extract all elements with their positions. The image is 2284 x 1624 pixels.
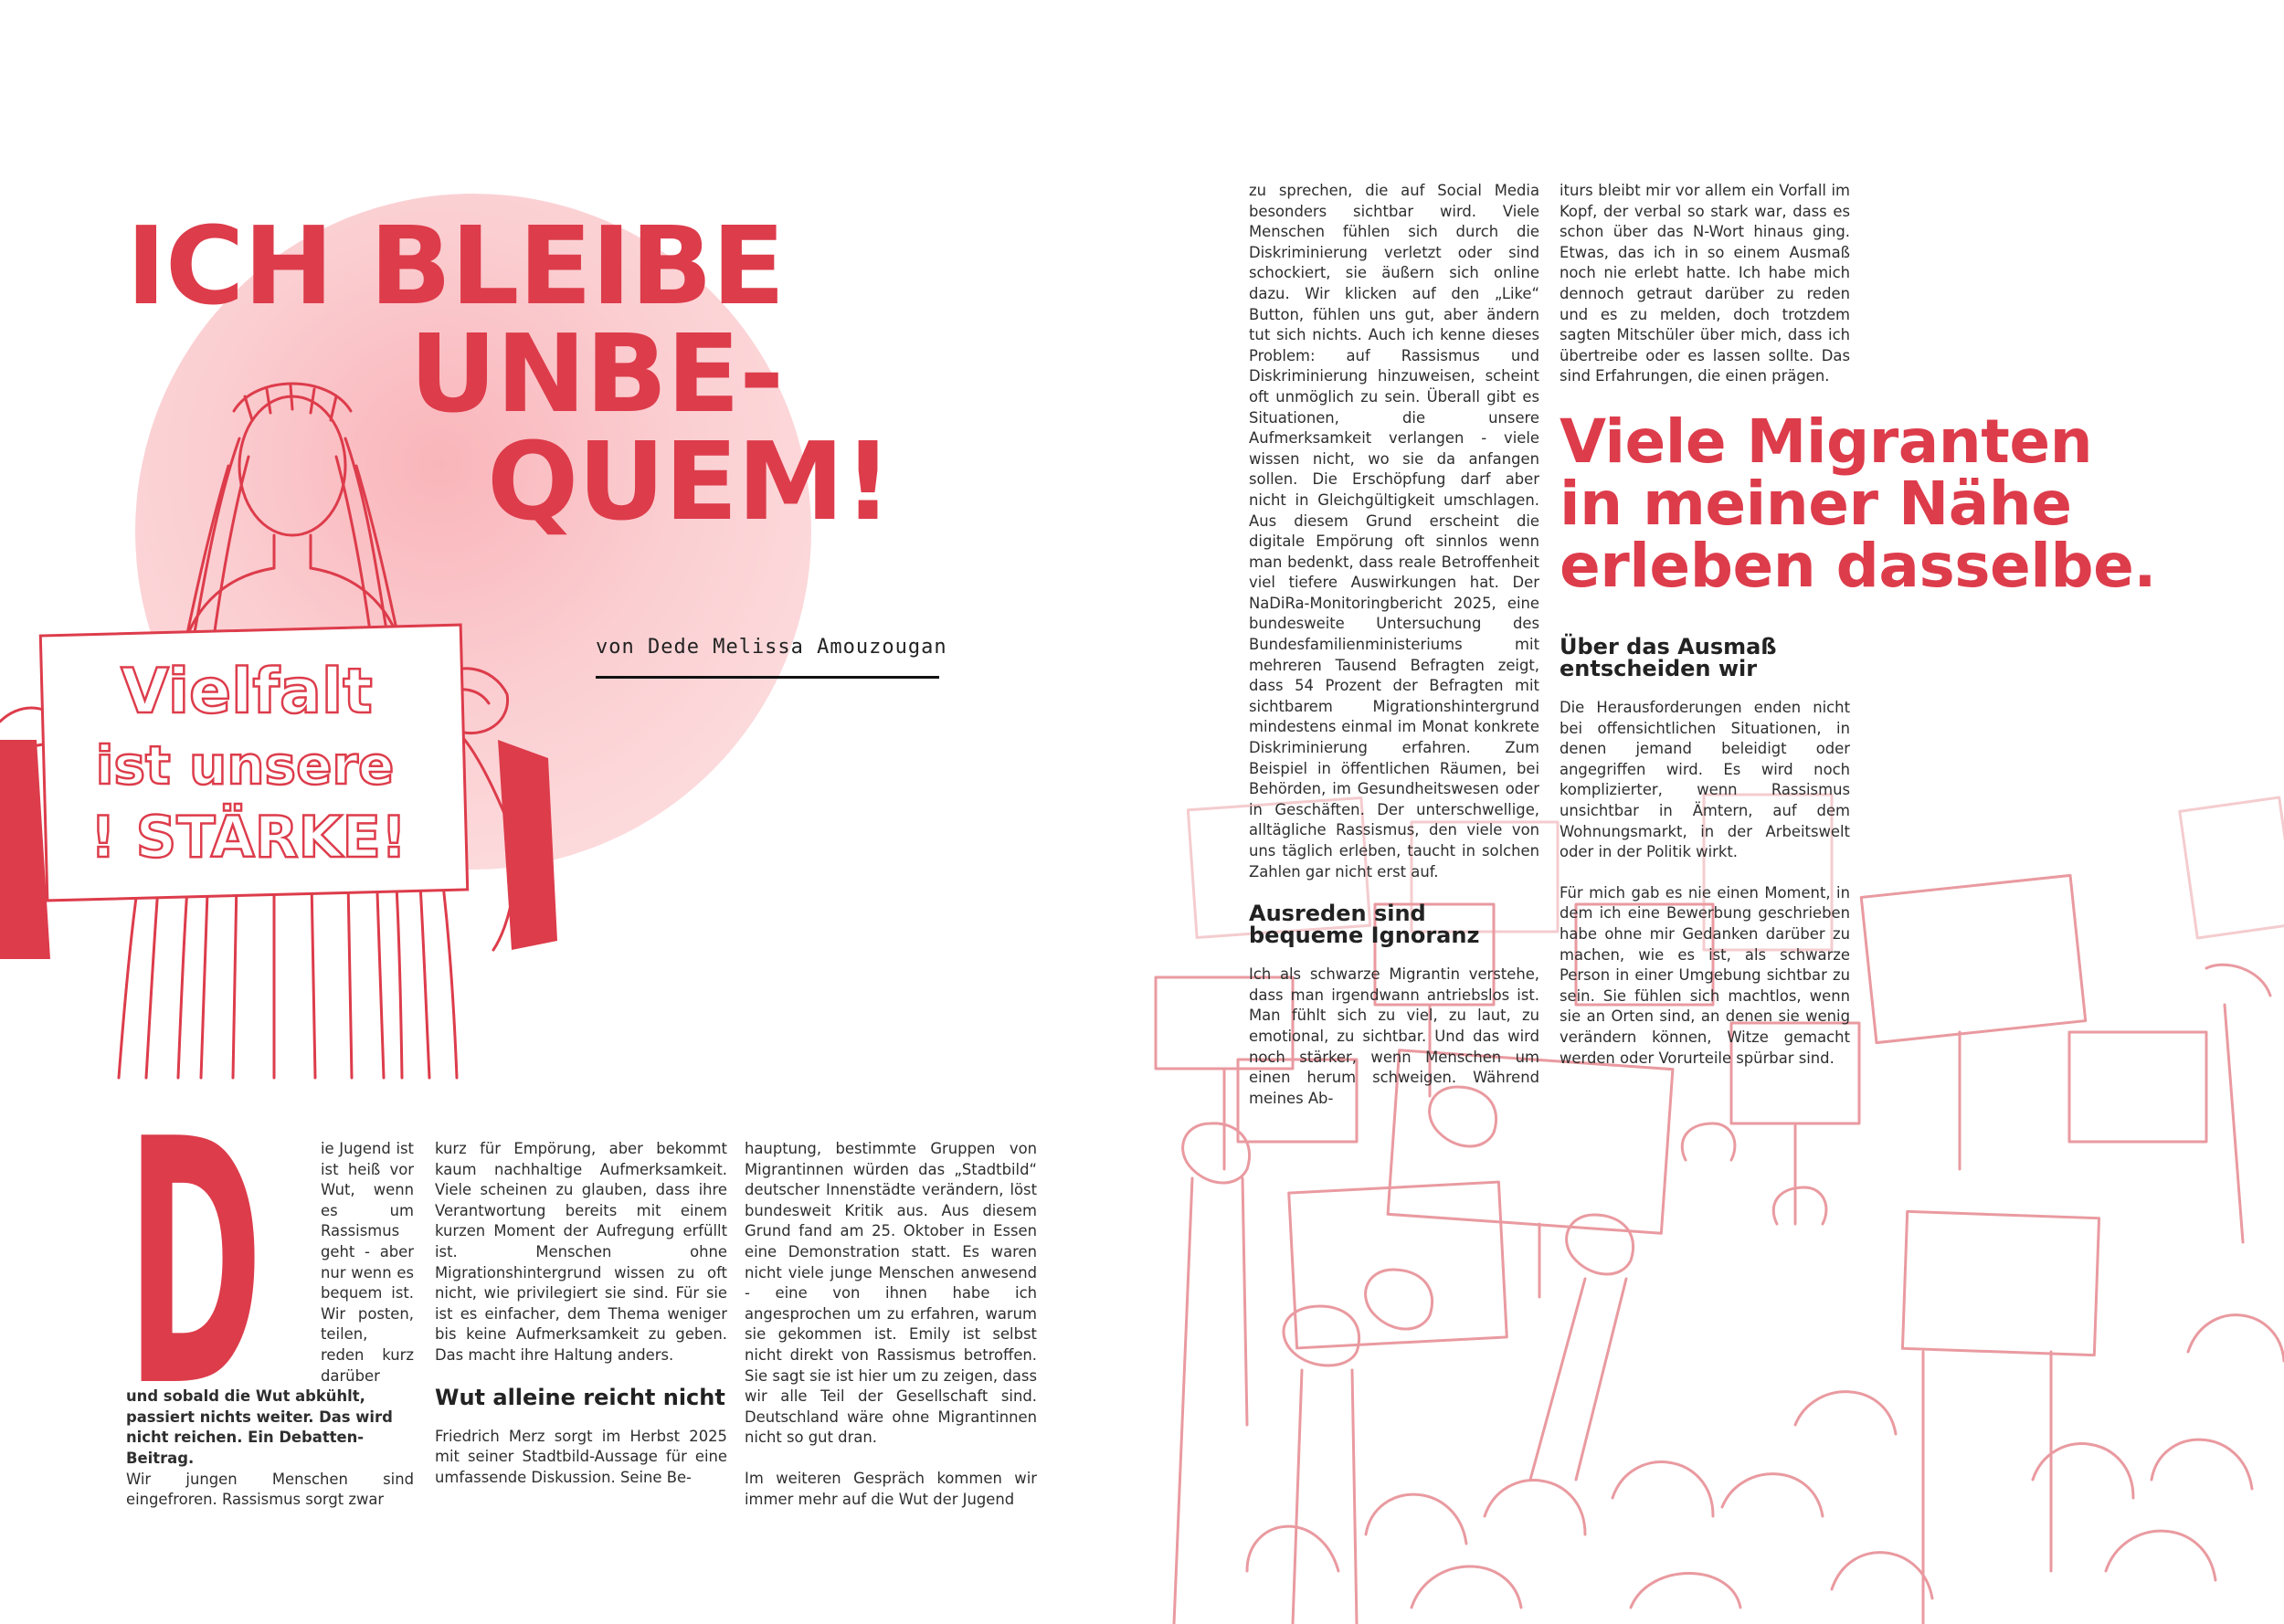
col2-paragraph-1: kurz für Empörung, aber bekommt kaum nachhaltige Aufmerksamkeit. Viele scheinen zu glauben, dass ihre Verantwortung bereits mit einem kurzen Moment der Aufregung erfüllt ist. Menschen ohne Migrationshintergrund wissen zu oft nicht, wie privilegiert sie sind. Für sie ist es einfacher, dem Thema weniger bis keine Aufmerksamkeit zu geben. Das macht ihre Haltung anders. (435, 1140, 727, 1364)
headline-line-2: UNBE- (409, 311, 784, 437)
pull-quote-line-1: Viele Migranten (1560, 406, 2093, 477)
col4-paragraph-1: zu sprechen, die auf Social Media besonders sichtbar wird. Viele Menschen fühlen sich durch die Diskriminierung verletzt oder sind schockiert, sie äußern sich online dazu. Wir klicken auf den „Like“ Button, fühlen uns gut, aber ändern tut sich nichts. Auch ich kenne dieses Problem: auf Rassismus und Diskriminierung hinzuweisen, scheint oft unmöglich zu sein. Überall gibt es Situationen, die unsere Aufmerksamkeit verlangen - viele wissen nicht, wo sie da anfangen sollen. Die Erschöpfung darf aber nicht in Gleichgültigkeit umschlagen. Aus diesem Grund erscheint die digitale Empörung oft sinnlos wenn man bedenkt, dass reale Betroffenheit viel tiefere Auswirkungen hat. Der NaDiRa-Monitoringbericht 2025, eine bundesweite Untersuchung des Bundesfamilienministeriums mit mehreren Tausend Befragten zeigt, dass 54 Prozent der Befragten mit sichtbarem Migrationshintergrund mindestens einmal im Monat konkrete Diskriminierung erfahren. Zum Beispiel in öffentlichen Räumen, bei Behörden, im Gesundheitswesen oder in Geschäften. Der unterschwellige, alltägliche Rassismus, den viele von uns täglich erleben, taucht in solchen Zahlen gar nicht erst auf. (1249, 182, 1539, 881)
column-1 (126, 1139, 414, 1531)
col5-paragraph-2: Die Herausforderungen enden nicht bei offensichtlichen Situationen, in denen jemand beleidigt oder angegriffen wird. Es wird noch komplizierter, wenn Rassismus unsichtbar in Ämtern, auf dem Wohnungsmarkt, in der Arbeitswelt oder in der Politik wirkt. (1560, 699, 1850, 861)
col1-paragraph: Wir jungen Menschen sind eingefroren. Rassismus sorgt zwar (126, 1470, 414, 1509)
column-4 (1249, 181, 1539, 1129)
col5-paragraph-3: Für mich gab es nie einen Moment, in dem ich eine Bewerbung geschrieben habe ohne mir Gedanken darüber zu machen, wie es ist, als schwarze Person in einer Umgebung sichtbar zu sein. Sie fühlen sich machtlos, wenn sie an Orten sind, an denen sie wenig verändern können, Witze gemacht werden oder Vorurteile spürbar sind. (1560, 883, 1850, 1067)
byline: von Dede Melissa Amouzougan (596, 636, 947, 659)
column-2 (435, 1139, 727, 1508)
col5-paragraph-1: iturs bleibt mir vor allem ein Vorfall im Kopf, der verbal so stark war, dass es schon über das N-Wort hinaus ging. Etwas, das ich in so einem Ausmaß noch nie erlebt hatte. Ich habe mich dennoch getraut darüber zu reden und es zu melden, doch trotzdem sagten Mitschüler über mich, dass ich übertreibe oder es lassen sollte. Das sind Erfahrungen, die einen prägen. (1560, 182, 1850, 385)
col2-heading: Wut alleine reicht nicht (435, 1384, 725, 1410)
sign-line-2: ist unsere (95, 734, 395, 796)
sign-line-1: Vielfalt (121, 656, 373, 728)
col4-heading: Ausreden sind bequeme Ignoranz (1249, 901, 1480, 949)
column-5-lower (1560, 630, 1850, 1089)
col2-paragraph-2: Friedrich Merz sorgt im Herbst 2025 mit seiner Stadtbild-Aussage für eine umfassende Diskussion. Seine Be- (435, 1427, 727, 1486)
intro-narrow-text: ie Jugend ist ist heiß vor Wut, wenn es um Rassismus geht - aber nur wenn es bequem ist. Wir posten, teilen, reden kurz darüber (321, 1140, 414, 1385)
headline-line-1: ICH BLEIBE (126, 203, 785, 329)
sign-line-3: ! STÄRKE! (90, 804, 407, 870)
headline-line-3: QUEM! (487, 418, 892, 544)
pull-quote-line-3: erleben dasselbe. (1560, 531, 2156, 601)
column-5 (1560, 181, 1850, 407)
headline (126, 203, 948, 544)
pull-quote (1560, 406, 2284, 601)
col5-heading: Über das Ausmaß entscheiden wir (1560, 634, 1777, 681)
byline-rule (596, 676, 939, 679)
pull-quote-line-2: in meiner Nähe (1560, 469, 2072, 539)
dropcap-letter: D (126, 1133, 263, 1392)
col4-paragraph-2: Ich als schwarze Migrantin verstehe, dass man irgendwann antriebslos ist. Man fühlt sich zu viel, zu laut, zu emotional, zu sichtbar. Und das wird noch stärker, wenn Menschen um einen herum schweigen. Während meines Ab- (1249, 965, 1539, 1107)
col3-paragraph-1: hauptung, bestimmte Gruppen von Migrantinnen würden das „Stadtbild“ deutscher Innenstädte verändern, löst bundesweit Kritik aus. Aus diesem Grund fand am 25. Oktober in Essen eine Demonstration statt. Es waren nicht viele junge Menschen anwesend - eine von ihnen habe ich angesprochen um zu erfahren, warum sie gekommen ist. Emily ist selbst nicht direkt von Rassismus betroffen. Sie sagt sie ist hier um zu zeigen, dass wir alle Teil der Gesellschaft sind. Deutschland wäre ohne Migrantinnen nicht so gut dran. (745, 1140, 1037, 1447)
column-3 (745, 1139, 1037, 1530)
intro-lead: und sobald die Wut abkühlt, passiert nichts weiter. Das wird nicht reichen. Ein Debatten-Beitrag. (126, 1387, 393, 1467)
col3-paragraph-2: Im weiteren Gespräch kommen wir immer mehr auf die Wut der Jugend (745, 1469, 1037, 1508)
